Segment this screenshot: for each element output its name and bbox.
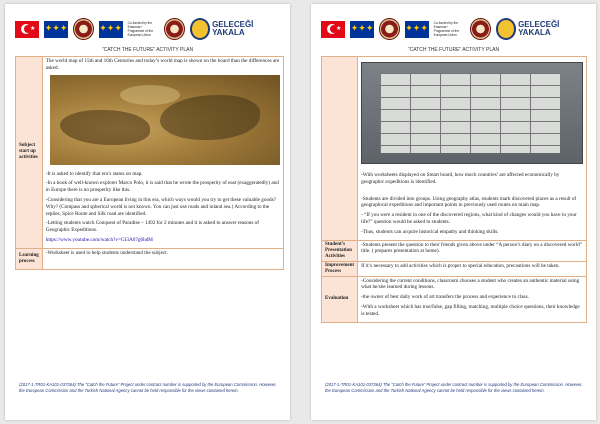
document-page-right xyxy=(311,4,596,420)
row-content xyxy=(42,57,283,249)
page-title: “CATCH THE FUTURE” ACTIVITY PLAN xyxy=(407,47,500,53)
eu-flag-icon: ✦✦✦ xyxy=(405,21,429,38)
row-label-empty xyxy=(322,57,358,241)
row-label: Student’s Presentation Activities xyxy=(322,240,358,261)
project-logo xyxy=(496,18,588,40)
paragraph: - “If you were a resident in one of the discovered regions, what kind of changes would you have in your life?” question would be asked to students. xyxy=(361,212,577,225)
paragraph: -Thus, students can acquire historical empathy and thinking skills. xyxy=(361,228,499,235)
paragraph: -In a book of well-known explorer Marco Polo, it is said that he wrote the prosperity of east (exaggeratedly) and in Europe there is no prosperity like this. xyxy=(45,180,279,194)
row-label: Evaluation xyxy=(322,276,358,322)
paragraph: -Students are divided into groups. Using geography atlas, students mark discovered places as a result of geographical expeditions and important points in previously used routes on main map. xyxy=(361,195,577,209)
worksheet-photo xyxy=(361,62,583,164)
logo-bar xyxy=(321,18,588,40)
table-row xyxy=(322,57,587,241)
paragraph: -With worksheets displayed on Smart board, how much countries’ are affected economically by geographic expeditions is identified. xyxy=(361,172,560,185)
activity-plan-table xyxy=(321,56,587,323)
row-content xyxy=(358,57,587,241)
activity-plan-table xyxy=(15,56,284,270)
cofunded-text: Co-funded by the Erasmus+ Programme of the European Union xyxy=(433,21,460,37)
table-row xyxy=(322,276,587,322)
eu-flag-icon: ✦✦✦ xyxy=(350,21,374,38)
row-label: Learning process xyxy=(16,248,43,269)
project-logo xyxy=(190,18,282,40)
paragraph: -Considering the current conditions, classroom chooses a student who creates an authentic material using what he/she learned during lessons. xyxy=(361,277,580,291)
paragraph: -Worksheet is used to help students understand the subject. xyxy=(45,249,168,256)
paragraph: -It is asked to identify that era’s status on map. xyxy=(45,170,143,177)
paragraph: The world map of 15th and 16th Centuries and today’s world map is shown on the board than the differences are asked. xyxy=(45,58,280,71)
school-seal-icon xyxy=(164,18,184,40)
row-label: Subject start up activities xyxy=(16,57,43,249)
eu-flag-icon: ✦✦✦ xyxy=(99,21,123,38)
paragraph: If it’s necessary to add activities which is proper to special education, precautions will be taken. xyxy=(361,262,560,269)
table-row xyxy=(16,248,284,269)
paragraph: -Letting students watch Conquest of Paradise – 1492 for 2 minutes and it is asked to answer reasons of Geographic Expeditions. xyxy=(45,220,259,234)
project-logo-text: GELECEĞİ YAKALA xyxy=(518,20,560,37)
youtube-link[interactable]: https://www.youtube.com/watch?v=GI3A07g6hdM xyxy=(45,236,153,243)
school-seal-icon xyxy=(379,18,399,40)
eu-flag-icon: ✦✦✦ xyxy=(44,21,68,38)
row-label: Improvement Process xyxy=(322,261,358,276)
school-seal-icon xyxy=(470,18,490,40)
row-content xyxy=(358,276,587,322)
table-row xyxy=(16,57,284,249)
paragraph: -the owner of best daily work of art transfers the process and experience to class. xyxy=(361,294,529,301)
paragraph: -With a worksheet which has true/false, gap filling, matching, multiple choice questions, their knowledge is tested. xyxy=(361,303,580,317)
row-content xyxy=(42,248,283,269)
page-title: “CATCH THE FUTURE” ACTIVITY PLAN xyxy=(101,47,194,53)
school-seal-icon xyxy=(73,18,93,40)
turkey-flag-icon: ★ xyxy=(321,21,345,38)
table-row xyxy=(322,261,587,276)
world-map-photo xyxy=(50,75,280,165)
paragraph: -Considering that you are a European living in this era, which ways would you try to get these valuable goods? Why? (Compass and spherical world is not known. You can just use roads and inland sea.) According to the replies, Spice Route and Silk road are identified. xyxy=(45,196,276,217)
turkey-flag-icon: ★ xyxy=(15,21,39,38)
cofunded-text: Co-funded by the Erasmus+ Programme of the European Union xyxy=(127,21,154,37)
project-logo-icon xyxy=(496,18,517,40)
footer-disclaimer: (2017-1-TR01-KA101-037364) The “Catch the Future” Project under contract number is supported by the European Commission. However, the European Commission and the Turkish National Agency cannot be held responsible for the views contained herein. xyxy=(19,382,277,394)
row-content xyxy=(358,240,587,261)
project-logo-text: GELECEĞİ YAKALA xyxy=(212,20,254,37)
table-row xyxy=(322,240,587,261)
project-logo-icon xyxy=(190,18,211,40)
document-page-left xyxy=(5,4,290,420)
row-content xyxy=(358,261,587,276)
footer-disclaimer: (2017-1-TR01-KA101-037364) The “Catch the Future” Project under contract number is supported by the European Commission. However, the European Commission and the Turkish National Agency cannot be held responsible for the views contained herein. xyxy=(325,382,583,394)
logo-bar xyxy=(15,18,282,40)
paragraph: -Students present the question to their friends given above under “A person’s diary on a discovered world” title. ( prepares presentation at home). xyxy=(361,241,583,255)
